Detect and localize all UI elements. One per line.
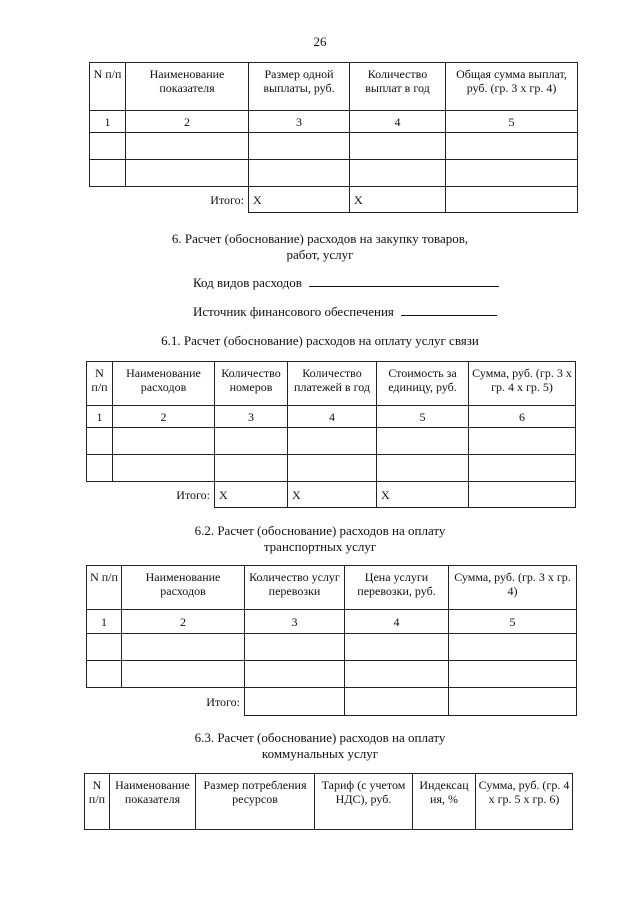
column-number: 1 <box>90 111 126 133</box>
x-mark: X <box>350 187 446 213</box>
header-cell: Наименование расходов <box>122 566 245 610</box>
column-number: 2 <box>113 406 215 428</box>
column-number: 5 <box>446 111 578 133</box>
total-value <box>449 688 577 716</box>
section-6-2-title: 6.2. Расчет (обоснование) расходов на оплату транспортных услуг <box>194 523 446 554</box>
section-6-1-title: 6.1. Расчет (обоснование) расходов на оплату услуг связи <box>161 333 479 348</box>
x-mark: X <box>377 482 469 508</box>
x-mark: X <box>249 187 350 213</box>
header-cell: N п/п <box>90 63 126 111</box>
total-label: Итого: <box>90 187 249 213</box>
column-number: 1 <box>87 610 122 634</box>
column-number: 2 <box>122 610 245 634</box>
header-cell: Стоимость за единицу, руб. <box>377 362 469 406</box>
header-cell: Тариф (с учетом НДС), руб. <box>315 774 413 830</box>
total-row <box>90 187 578 213</box>
total-value <box>446 187 578 213</box>
table-row <box>87 661 577 688</box>
total-row <box>87 688 577 716</box>
header-cell: Индексац ия, % <box>413 774 476 830</box>
total-value <box>469 482 576 508</box>
communication-services-table <box>86 361 576 508</box>
column-number: 1 <box>87 406 113 428</box>
header-cell: Общая сумма выплат, руб. (гр. 3 х гр. 4) <box>446 63 578 111</box>
funding-source-line: Источник финансового обеспечения <box>193 303 497 320</box>
expense-code-blank <box>309 274 499 287</box>
column-number: 3 <box>249 111 350 133</box>
x-mark: X <box>215 482 288 508</box>
column-number: 4 <box>288 406 377 428</box>
column-number: 4 <box>350 111 446 133</box>
column-number: 5 <box>377 406 469 428</box>
page-number: 26 <box>313 34 327 49</box>
header-cell: Сумма, руб. (гр. 3 х гр. 4) <box>449 566 577 610</box>
header-cell: Сумма, руб. (гр. 3 х гр. 4 х гр. 5) <box>469 362 576 406</box>
table-row <box>90 160 578 187</box>
header-cell: Наименование расходов <box>113 362 215 406</box>
header-cell: Сумма, руб. (гр. 4 х гр. 5 х гр. 6) <box>476 774 573 830</box>
header-cell: Цена услуги перевозки, руб. <box>345 566 449 610</box>
header-cell: Размер одной выплаты, руб. <box>249 63 350 111</box>
column-number: 6 <box>469 406 576 428</box>
column-number: 3 <box>245 610 345 634</box>
header-cell: N п/п <box>87 566 122 610</box>
section-6-3-title: 6.3. Расчет (обоснование) расходов на оплату коммунальных услуг <box>194 730 446 761</box>
header-cell: N п/п <box>85 774 110 830</box>
payments-table <box>89 62 578 213</box>
column-number: 5 <box>449 610 577 634</box>
header-cell: Количество услуг перевозки <box>245 566 345 610</box>
header-cell: N п/п <box>87 362 113 406</box>
x-mark: X <box>288 482 377 508</box>
header-cell: Наименование показателя <box>126 63 249 111</box>
table-row <box>87 455 576 482</box>
expense-code-line: Код видов расходов <box>193 274 499 291</box>
section-6-title: 6. Расчет (обоснование) расходов на закупку товаров, работ, услуг <box>171 231 469 262</box>
table-row <box>90 133 578 160</box>
header-cell: Количество платежей в год <box>288 362 377 406</box>
table-row <box>87 428 576 455</box>
table-row <box>87 634 577 661</box>
header-cell: Размер потребления ресурсов <box>196 774 315 830</box>
column-number: 2 <box>126 111 249 133</box>
total-label: Итого: <box>87 688 245 716</box>
header-cell: Количество выплат в год <box>350 63 446 111</box>
column-number: 3 <box>215 406 288 428</box>
header-cell: Наименование показателя <box>110 774 196 830</box>
total-label: Итого: <box>87 482 215 508</box>
column-number: 4 <box>345 610 449 634</box>
total-row <box>87 482 576 508</box>
header-cell: Количество номеров <box>215 362 288 406</box>
funding-source-blank <box>401 303 497 316</box>
utilities-table <box>84 773 573 830</box>
transport-services-table <box>86 565 577 716</box>
